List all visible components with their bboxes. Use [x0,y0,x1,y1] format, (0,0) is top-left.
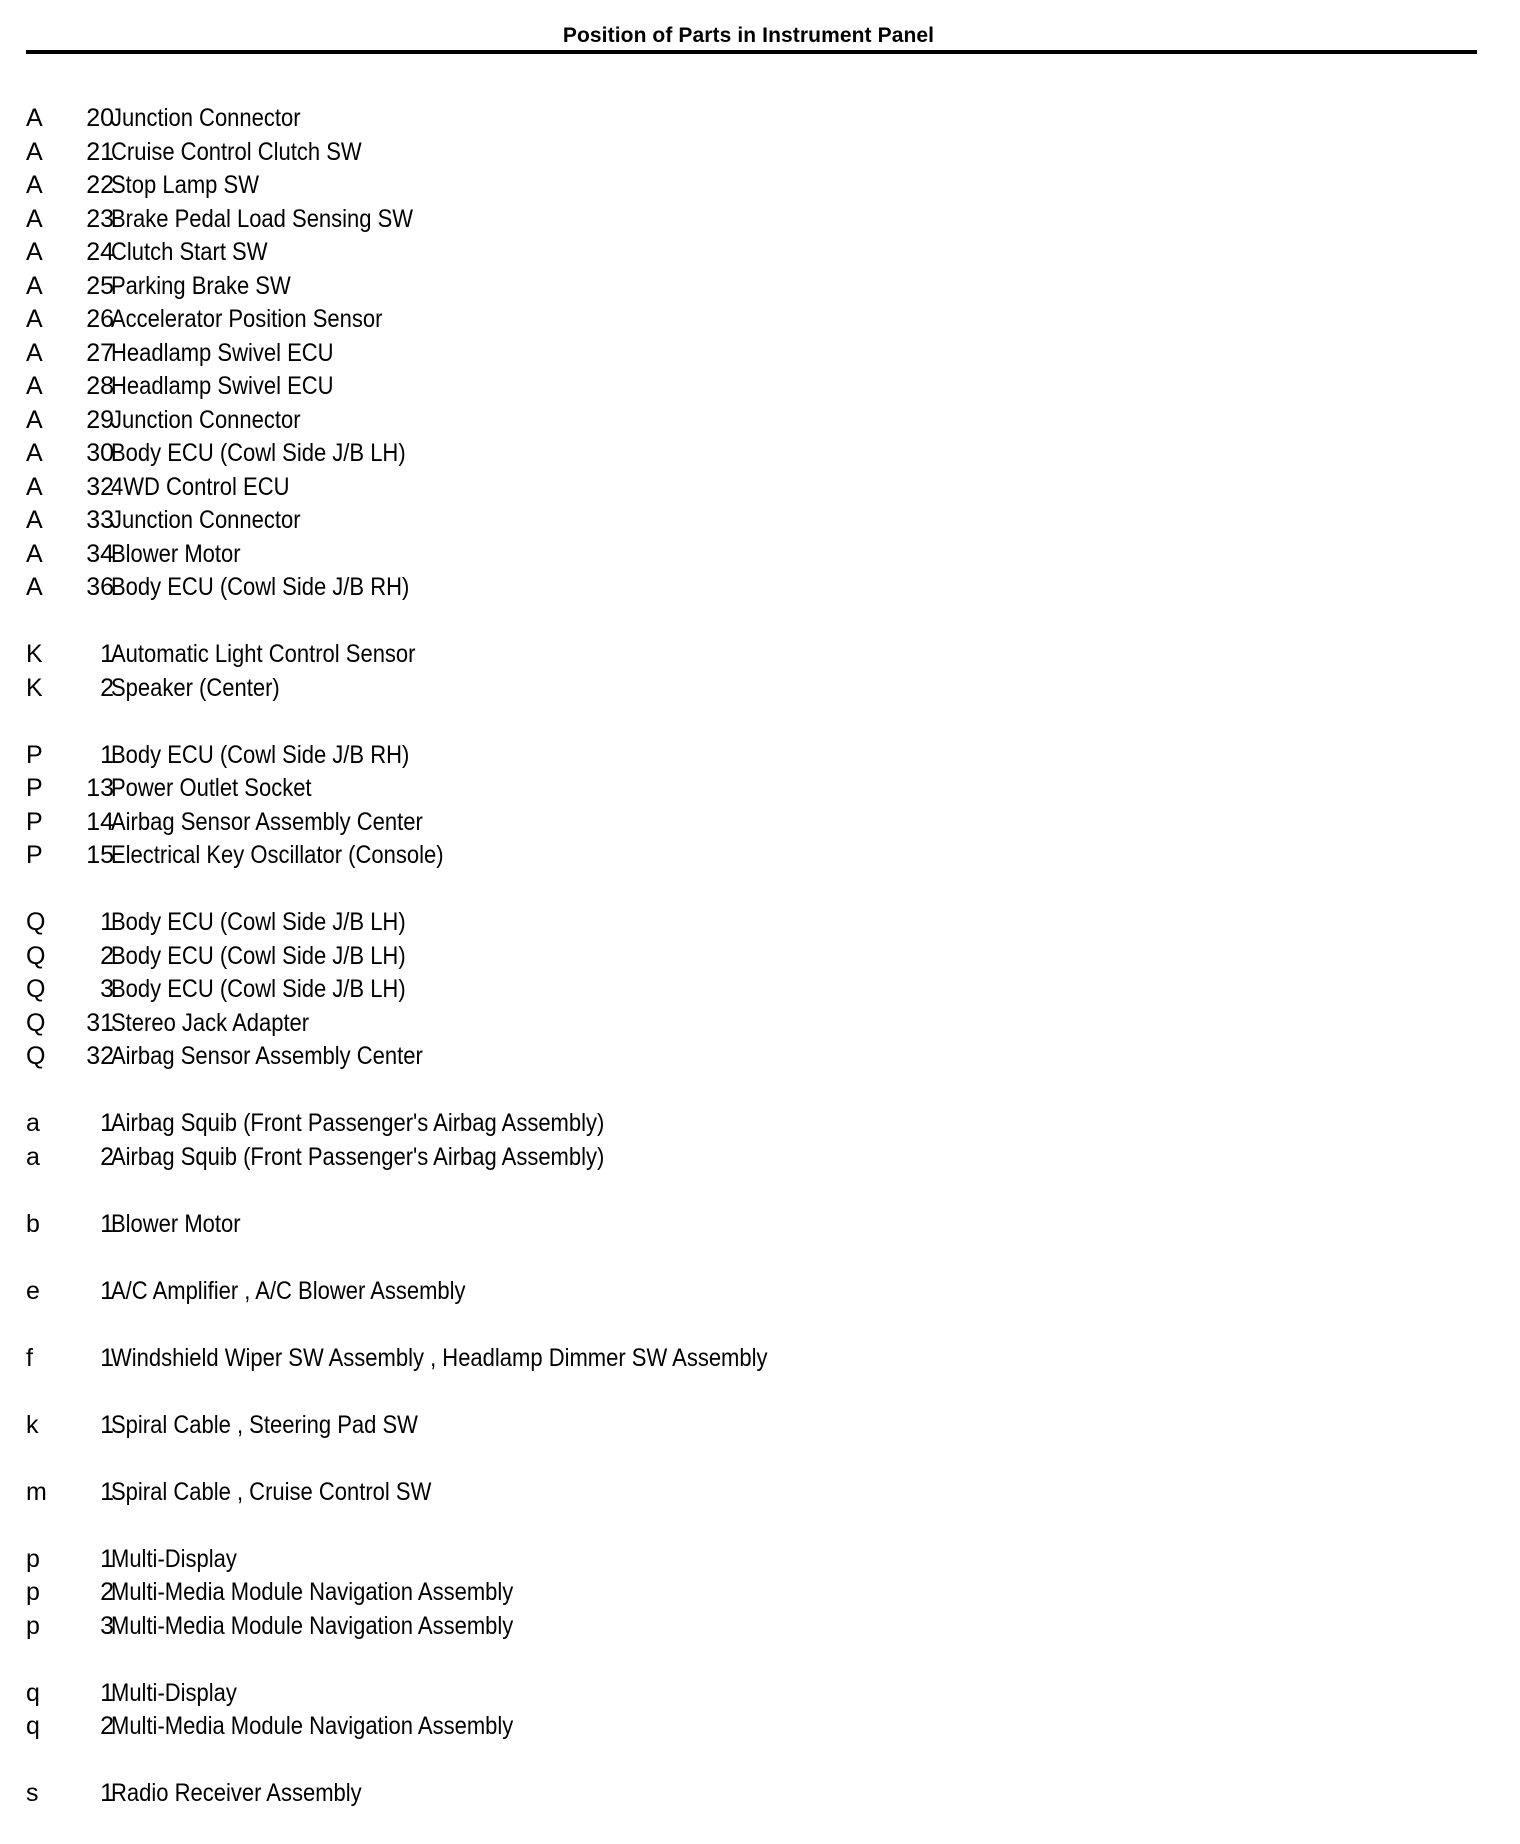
connector-code: a [26,1142,40,1171]
connector-number: 25 [86,271,114,300]
part-row [26,1141,1466,1175]
connector-code: A [26,506,43,534]
connector-code: Q [26,975,46,1003]
part-description: Clutch Start SW [111,238,268,266]
part-description: Stop Lamp SW [111,171,259,199]
connector-code: A [26,439,43,467]
connector-number: 28 [86,372,114,400]
part-description: Headlamp Swivel ECU [111,338,334,367]
connector-number: 1 [100,908,114,936]
connector-code: K [26,673,43,702]
part-row [26,739,1466,773]
connector-code: Q [26,1042,46,1070]
part-description: Body ECU (Cowl Side J/B LH) [111,975,406,1003]
part-row [26,337,1466,371]
connector-code: K [26,640,43,668]
part-group [26,1208,1466,1242]
part-description: Blower Motor [111,539,241,568]
part-row [26,102,1466,136]
part-row [26,772,1466,806]
connector-number: 1 [100,640,114,668]
connector-number: 3 [100,1611,114,1640]
connector-number: 2 [100,1142,114,1171]
part-description: Cruise Control Clutch SW [111,137,362,166]
connector-code: A [26,372,43,400]
part-description: 4WD Control ECU [111,472,290,501]
connector-code: Q [26,908,46,936]
connector-code: f [26,1343,33,1372]
connector-code: A [26,405,43,434]
part-group [26,1543,1466,1644]
connector-number: 1 [100,1276,114,1305]
part-row [26,1476,1466,1510]
part-group [26,1677,1466,1744]
part-row [26,940,1466,974]
part-description: Multi-Display [111,1544,237,1573]
connector-number: 15 [86,841,114,869]
connector-number: 34 [86,539,114,568]
connector-number: 1 [100,1477,114,1506]
part-row [26,1208,1466,1242]
connector-number: 3 [100,975,114,1003]
connector-number: 1 [100,740,114,769]
connector-number: 1 [100,1410,114,1439]
part-row [26,1409,1466,1443]
connector-number: 27 [86,338,114,367]
connector-number: 31 [86,1008,114,1037]
part-group [26,1476,1466,1510]
connector-number: 20 [86,104,114,132]
part-group [26,638,1466,705]
connector-code: Q [26,1008,46,1037]
connector-code: p [26,1611,40,1640]
connector-code: q [26,1712,40,1740]
part-description: Body ECU (Cowl Side J/B RH) [111,573,410,601]
connector-code: A [26,305,43,333]
part-row [26,270,1466,304]
connector-code: A [26,171,43,199]
connector-number: 2 [100,1712,114,1740]
part-description: Brake Pedal Load Sensing SW [111,204,414,233]
connector-code: A [26,137,43,166]
connector-number: 21 [86,137,114,166]
connector-code: Q [26,941,46,970]
part-description: Electrical Key Oscillator (Console) [111,841,444,869]
part-description: Spiral Cable , Cruise Control SW [111,1477,432,1506]
page-title: Position of Parts in Instrument Panel [562,24,935,47]
connector-code: e [26,1276,40,1305]
connector-number: 32 [86,472,114,501]
connector-number: 36 [86,573,114,601]
part-description: Junction Connector [111,405,301,434]
part-description: Multi-Display [111,1678,237,1707]
connector-code: A [26,338,43,367]
connector-code: k [26,1410,39,1439]
part-description: Parking Brake SW [111,271,291,300]
connector-number: 1 [100,1779,114,1807]
connector-code: s [26,1779,39,1807]
connector-number: 1 [100,1544,114,1573]
connector-code: P [26,807,43,836]
part-description: Headlamp Swivel ECU [111,372,334,400]
part-description: Airbag Sensor Assembly Center [111,1042,423,1070]
connector-number: 26 [86,305,114,333]
connector-number: 32 [86,1042,114,1070]
part-row [26,203,1466,237]
connector-code: b [26,1209,40,1238]
connector-number: 1 [100,1343,114,1372]
part-row [26,136,1466,170]
connector-number: 22 [86,171,114,199]
part-row [26,806,1466,840]
part-description: Junction Connector [111,104,301,132]
part-description: Multi-Media Module Navigation Assembly [111,1712,514,1740]
part-description: Windshield Wiper SW Assembly , Headlamp Dimmer SW Assembly [111,1343,768,1372]
part-row [26,1576,1466,1610]
part-description: Body ECU (Cowl Side J/B RH) [111,740,410,769]
connector-code: A [26,271,43,300]
part-group [26,1342,1466,1376]
part-row [26,404,1466,438]
part-group [26,1777,1466,1811]
connector-number: 1 [100,1109,114,1137]
part-row [26,1342,1466,1376]
connector-number: 33 [86,506,114,534]
part-row [26,906,1466,940]
part-description: Stereo Jack Adapter [111,1008,310,1037]
part-description: Body ECU (Cowl Side J/B LH) [111,908,406,936]
part-description: Speaker (Center) [111,673,280,702]
connector-code: p [26,1544,40,1573]
part-description: Multi-Media Module Navigation Assembly [111,1611,514,1640]
part-row [26,471,1466,505]
part-description: Body ECU (Cowl Side J/B LH) [111,941,406,970]
connector-code: P [26,841,43,869]
connector-number: 23 [86,204,114,233]
part-description: Airbag Squib (Front Passenger's Airbag Assembly) [111,1109,605,1137]
part-row [26,504,1466,538]
part-description: Multi-Media Module Navigation Assembly [111,1578,514,1606]
part-description: Accelerator Position Sensor [111,305,383,333]
parts-list [26,102,1466,1844]
connector-code: A [26,104,43,132]
part-description: Radio Receiver Assembly [111,1779,362,1807]
part-row [26,303,1466,337]
part-row [26,169,1466,203]
connector-number: 2 [100,941,114,970]
part-description: Spiral Cable , Steering Pad SW [111,1410,418,1439]
connector-code: A [26,238,43,266]
part-row [26,1677,1466,1711]
part-row [26,638,1466,672]
part-row [26,1777,1466,1811]
part-row [26,1275,1466,1309]
connector-number: 1 [100,1678,114,1707]
connector-code: q [26,1678,40,1707]
connector-code: A [26,472,43,501]
connector-code: m [26,1477,47,1506]
connector-number: 2 [100,673,114,702]
part-description: Automatic Light Control Sensor [111,640,416,668]
connector-code: P [26,774,43,802]
connector-code: a [26,1109,40,1137]
part-row [26,538,1466,572]
part-description: Airbag Sensor Assembly Center [111,807,423,836]
part-row [26,370,1466,404]
part-description: Power Outlet Socket [111,774,312,802]
part-description: Body ECU (Cowl Side J/B LH) [111,439,406,467]
part-row [26,1543,1466,1577]
part-row [26,839,1466,873]
part-description: Junction Connector [111,506,301,534]
connector-number: 29 [86,405,114,434]
part-group [26,906,1466,1074]
part-description: Blower Motor [111,1209,241,1238]
connector-number: 13 [86,774,114,802]
part-group [26,739,1466,873]
part-description: Airbag Squib (Front Passenger's Airbag Assembly) [111,1142,605,1171]
part-group [26,1107,1466,1174]
part-row [26,1610,1466,1644]
part-row [26,1040,1466,1074]
title-divider [26,50,1477,54]
part-row [26,1710,1466,1744]
part-row [26,672,1466,706]
connector-number: 30 [86,439,114,467]
connector-code: P [26,740,43,769]
connector-code: p [26,1578,40,1606]
part-row [26,236,1466,270]
part-row [26,1107,1466,1141]
connector-number: 14 [86,807,114,836]
part-row [26,571,1466,605]
part-row [26,1007,1466,1041]
connector-code: A [26,573,43,601]
connector-code: A [26,539,43,568]
part-group [26,1409,1466,1443]
part-group [26,102,1466,605]
connector-number: 1 [100,1209,114,1238]
connector-code: A [26,204,43,233]
part-row [26,973,1466,1007]
connector-number: 24 [86,238,114,266]
connector-number: 2 [100,1578,114,1606]
part-group [26,1275,1466,1309]
part-row [26,437,1466,471]
part-description: A/C Amplifier , A/C Blower Assembly [111,1276,466,1305]
